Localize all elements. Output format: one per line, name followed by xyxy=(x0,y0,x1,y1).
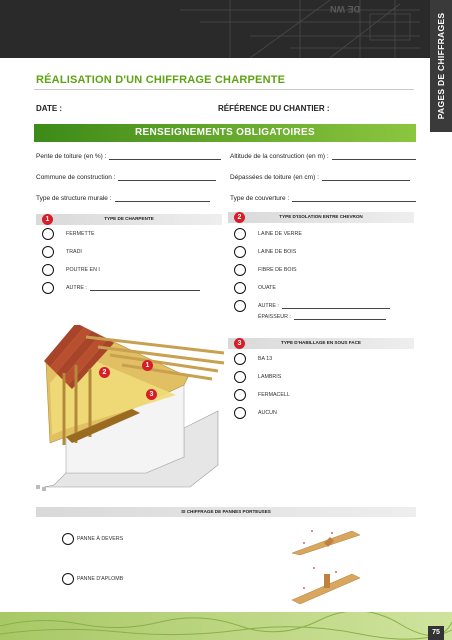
page-title: RÉALISATION D'UN CHIFFRAGE CHARPENTE xyxy=(36,74,286,86)
radio-button[interactable] xyxy=(62,573,74,585)
radio-button[interactable] xyxy=(234,300,246,312)
option-fibre-de-bois[interactable] xyxy=(234,263,297,277)
option-fermette[interactable] xyxy=(42,227,95,241)
option-laine-de-verre[interactable] xyxy=(234,227,302,241)
option-tradi[interactable] xyxy=(42,245,82,259)
thickness-label: ÉPAISSEUR : xyxy=(258,314,291,320)
radio-button[interactable] xyxy=(62,533,74,545)
option-ba13[interactable] xyxy=(234,352,272,366)
side-tab xyxy=(430,0,452,132)
radio-button[interactable] xyxy=(42,264,54,276)
option-laine-de-bois[interactable] xyxy=(234,245,296,259)
side-tab-label: PAGES DE CHIFFRAGES xyxy=(436,12,446,120)
couverture-label: Type de couverture : xyxy=(230,195,290,202)
option-aucun[interactable] xyxy=(234,406,277,420)
radio-button[interactable] xyxy=(42,246,54,258)
radio-button[interactable] xyxy=(234,389,246,401)
commune-label: Commune de construction : xyxy=(36,174,116,181)
option-poutre-en-i[interactable] xyxy=(42,263,100,277)
section2-title: TYPE D'ISOLATION ENTRE CHEVRON xyxy=(279,214,363,219)
option-lambris[interactable] xyxy=(234,370,281,384)
required-info-band xyxy=(34,124,416,142)
required-info-title: RENSEIGNEMENTS OBLIGATOIRES xyxy=(135,127,315,138)
structure-label: Type de structure murale : xyxy=(36,195,112,202)
diagram-marker-2: 2 xyxy=(99,367,110,378)
option-label: FERMACELL xyxy=(258,392,290,398)
autre-charpente-input[interactable] xyxy=(90,285,200,291)
radio-button[interactable] xyxy=(42,228,54,240)
diagram-marker-3: 3 xyxy=(146,389,157,400)
top-banner xyxy=(0,0,452,58)
blueprint-decoration xyxy=(0,0,452,58)
depassees-label: Dépassées de toiture (en cm) : xyxy=(230,174,319,181)
title-divider xyxy=(34,89,414,90)
bottom-band xyxy=(0,612,452,640)
section1-number: 1 xyxy=(42,214,53,225)
couverture-input[interactable] xyxy=(292,195,416,202)
radio-button[interactable] xyxy=(234,407,246,419)
option-label: FIBRE DE BOIS xyxy=(258,267,297,273)
radio-button[interactable] xyxy=(234,282,246,294)
diagram-marker-1: 1 xyxy=(142,360,153,371)
commune-field[interactable] xyxy=(36,174,216,181)
option-panne-devers[interactable] xyxy=(62,532,123,546)
radio-button[interactable] xyxy=(234,228,246,240)
section2-number: 2 xyxy=(234,212,245,223)
depassees-field[interactable] xyxy=(230,174,410,181)
pente-label: Pente de toiture (en %) : xyxy=(36,153,107,160)
option-label: LAMBRIS xyxy=(258,374,282,380)
grass-decoration xyxy=(0,612,452,640)
option-autre-isolation[interactable] xyxy=(234,299,390,313)
section1-title: TYPE DE CHARPENTE xyxy=(104,216,154,221)
altitude-input[interactable] xyxy=(332,153,416,160)
radio-button[interactable] xyxy=(234,353,246,365)
banner-text: DE WN xyxy=(330,4,360,14)
option-label: AUTRE : xyxy=(258,303,279,309)
autre-isolation-input[interactable] xyxy=(282,303,390,309)
altitude-label: Altitude de la construction (en m) : xyxy=(230,153,329,160)
couverture-field[interactable] xyxy=(230,195,416,202)
option-label: TRADI xyxy=(66,249,82,255)
option-label: AUTRE : xyxy=(66,285,87,291)
option-label: AUCUN xyxy=(258,410,277,416)
option-fermacell[interactable] xyxy=(234,388,290,402)
thickness-input[interactable] xyxy=(294,314,386,320)
section3-title: TYPE D'HABILLAGE EN SOUS FACE xyxy=(281,340,361,345)
altitude-field[interactable] xyxy=(230,153,416,160)
structure-input[interactable] xyxy=(115,195,210,202)
option-label: LAINE DE BOIS xyxy=(258,249,297,255)
page-number: 75 xyxy=(428,626,444,640)
option-panne-aplomb[interactable] xyxy=(62,572,123,586)
section3-header xyxy=(228,338,414,349)
option-label: FERMETTE xyxy=(66,231,95,237)
radio-button[interactable] xyxy=(234,371,246,383)
option-label: PANNE À DEVERS xyxy=(77,536,124,542)
purlin-title: SI CHIFFRAGE DE PANNES PORTEUSES xyxy=(181,509,271,514)
option-label: LAINE DE VERRE xyxy=(258,231,302,237)
pente-input[interactable] xyxy=(109,153,221,160)
commune-input[interactable] xyxy=(118,174,216,181)
radio-button[interactable] xyxy=(234,264,246,276)
depassees-input[interactable] xyxy=(322,174,410,181)
option-label: BA 13 xyxy=(258,356,273,362)
section2-header xyxy=(228,212,414,223)
pente-field[interactable] xyxy=(36,153,221,160)
reference-label: RÉFÉRENCE DU CHANTIER : xyxy=(218,104,330,113)
purlin-header xyxy=(36,507,416,517)
option-label: POUTRE EN I xyxy=(66,267,100,273)
structure-field[interactable] xyxy=(36,195,210,202)
thickness-field[interactable] xyxy=(258,314,386,320)
date-label: DATE : xyxy=(36,104,63,113)
radio-button[interactable] xyxy=(42,282,54,294)
section1-header xyxy=(36,214,222,225)
radio-button[interactable] xyxy=(234,246,246,258)
purlin-aplomb-illustration xyxy=(290,564,370,604)
option-label: PANNE D'APLOMB xyxy=(77,576,124,582)
purlin-devers-illustration xyxy=(290,525,370,555)
option-autre-charpente[interactable] xyxy=(42,281,200,295)
roof-illustration xyxy=(36,325,226,500)
option-label: OUATE xyxy=(258,285,276,291)
option-ouate[interactable] xyxy=(234,281,276,295)
section3-number: 3 xyxy=(234,338,245,349)
